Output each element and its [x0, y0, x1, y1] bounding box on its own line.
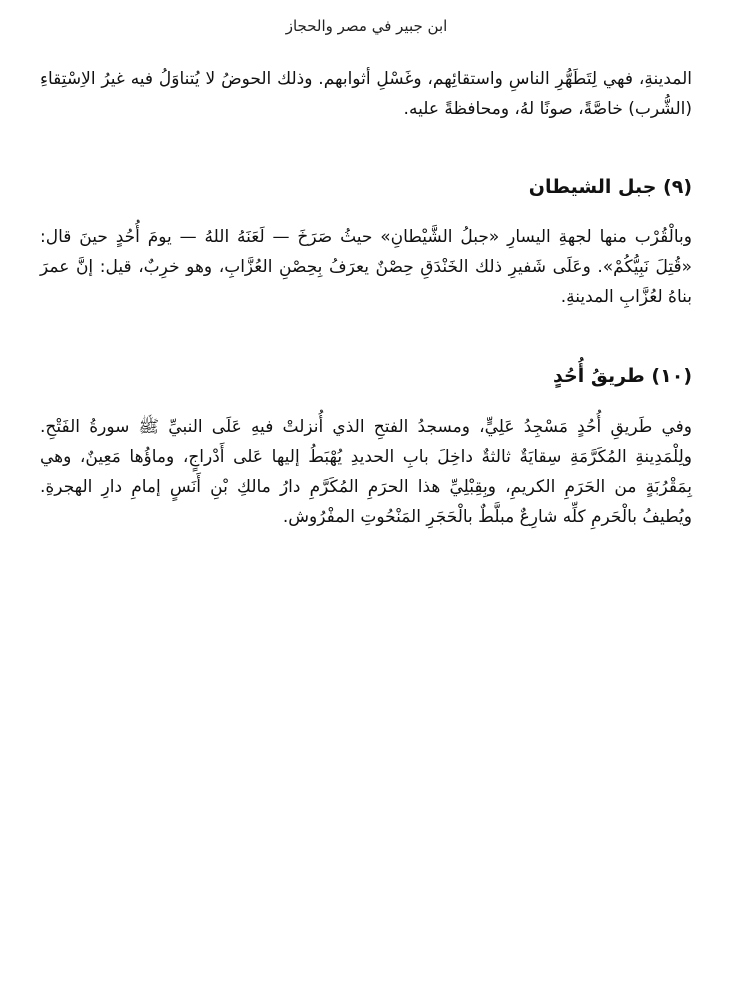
intro-text: المدينةِ، فهي لِتَطَهُّرِ الناسِ واستقائِهم، وغَسْلِ أثوابهم. وذلك الحوضُ لا يُتناوَلُ فيه غيرُ الاِسْتِقاءِ (الشُّرب) خاصَّةً، صونًا لهُ، ومحافظةً عليه.	[40, 69, 692, 119]
section-9-text: وبالْقُرْب منها لجهةِ اليسارِ «جبلُ الشَّيْطانِ» حيثُ صَرَخَ — لَعَنَهُ اللهُ — يومَ أُحُدٍ حينَ قال: «قُتِلَ نَبِيُّكُمْ». وعَلَى شَفيرِ ذلك الخَنْدَقِ حِصْنٌ يعرَفُ بِحِصْنِ العُزَّابِ، وهو خرِبٌ، قيل: إنَّ عمرَ بناهُ لعُزَّابِ المدينةِ.	[40, 227, 692, 307]
section-10-paragraph	[40, 412, 692, 532]
section-heading-10: (١٠) طريقُ أُحُدٍ	[553, 365, 692, 387]
section-10-text: وفي طَريقِ أُحُدٍ مَسْجِدُ عَلِيٍّ، ومسجدُ الفتحِ الذي أُنزلتْ فيهِ عَلَى النبيِّ ﷺ سورةُ الفَتْحِ. ولِلْمَدِينةِ المُكَرَّمَةِ سِقايَةٌ ثالثةٌ داخِلَ بابِ الحديدِ يُهْبَطُ إليها عَلى أَدْراجٍ، وماؤُها مَعِينٌ، وهي بِمَقْرُبَةٍ من الحَرَمِ الكريمِ، وبِقِبْلِيِّ هذا الحرَمِ المُكَرَّمِ دارُ مالكِ بْنِ أَنَسٍ إمامِ دارِ الهجرةِ. ويُطيفُ بالْحَرمِ كلِّه شارِعٌ مبلَّطٌ بالْحَجَرِ المَنْحُوتِ المفْرُوش.	[40, 417, 692, 527]
intro-paragraph	[40, 64, 692, 124]
section-9-paragraph	[40, 222, 692, 312]
section-heading-9: (٩) جبل الشيطان	[528, 176, 692, 198]
running-header: ابن جبير في مصر والحجاز	[285, 17, 448, 35]
